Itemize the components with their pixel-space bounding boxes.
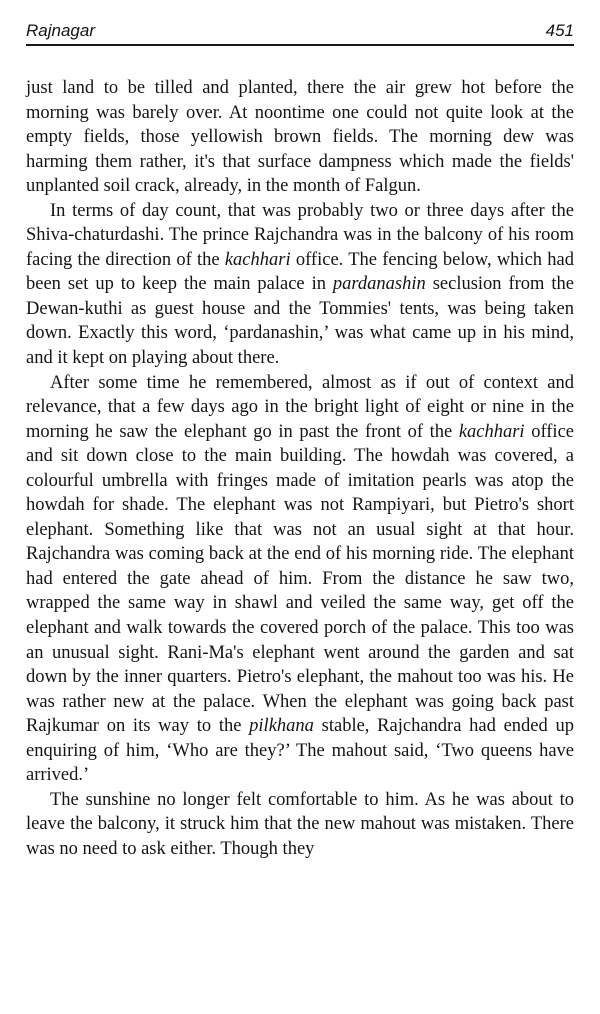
text-segment: After some time he remembered, almost as if out of context and relevance, that a few days ago in the bright light of eight or nine in the morning he saw the elephant go in past the front of the	[26, 372, 574, 442]
text-segment: The sunshine no longer felt comfortable to him. As he was about to leave the balcony, it struck him that the new mahout was mistaken. There was no need to ask either. Though they	[26, 789, 574, 859]
paragraph	[26, 788, 574, 862]
text-segment: stable, Rajchandra had ended up enquiring of him, ‘Who are they?’ The mahout said, ‘Two queens have arrived.’	[26, 716, 574, 786]
text-segment: office. The fencing below, which had been set up to keep the main palace in	[26, 249, 574, 295]
body-text	[26, 76, 574, 862]
running-title: Rajnagar	[26, 21, 95, 40]
italic-term: pilkhana	[249, 716, 314, 737]
paragraph	[26, 76, 574, 199]
text-segment: seclusion from the Dewan-kuthi as guest house and the Tommies' tents, was being taken down. Exactly this word, ‘pardanashin,’ was what came up in his mind, and it kept on playing about there.	[26, 274, 574, 369]
paragraph	[26, 199, 574, 371]
paragraph	[26, 371, 574, 788]
text-segment: just land to be tilled and planted, there the air grew hot before the morning was barely over. At noontime one could not quite look at the empty fields, those yellowish brown fields. The morning dew was harming them rather, it's that surface dampness which made the fields' unplanted soil crack, already, in the month of Falgun.	[26, 78, 574, 197]
page-number: 451	[545, 21, 574, 40]
italic-term: kachhari	[224, 249, 291, 270]
italic-term: kachhari	[458, 421, 525, 442]
italic-term: pardanashin	[332, 274, 426, 295]
running-header	[26, 20, 574, 46]
text-segment: office and sit down close to the main building. The howdah was covered, a colourful umbrella with fringes made of imitation pearls was atop the howdah for shade. The elephant was not Rampiyari, but Pietro's short elephant. Something like that was not an usual sight at that hour. Rajchandra was coming back at the end of his morning ride. The elephant had entered the gate ahead of him. From the distance he saw two, wrapped the same way in shawl and veiled the same way, get off the elephant and walk towards the covered porch of the palace. This too was an unusual sight. Rani-Ma's elephant went around the garden and sat down by the inner quarters. Pietro's elephant, the mahout too was his. He was rather new at the palace. When the elephant was going back past Rajkumar on its way to the	[26, 421, 574, 737]
text-segment: In terms of day count, that was probably two or three days after the Shiva-chaturdashi. The prince Rajchandra was in the balcony of his room facing the direction of the	[26, 200, 574, 270]
